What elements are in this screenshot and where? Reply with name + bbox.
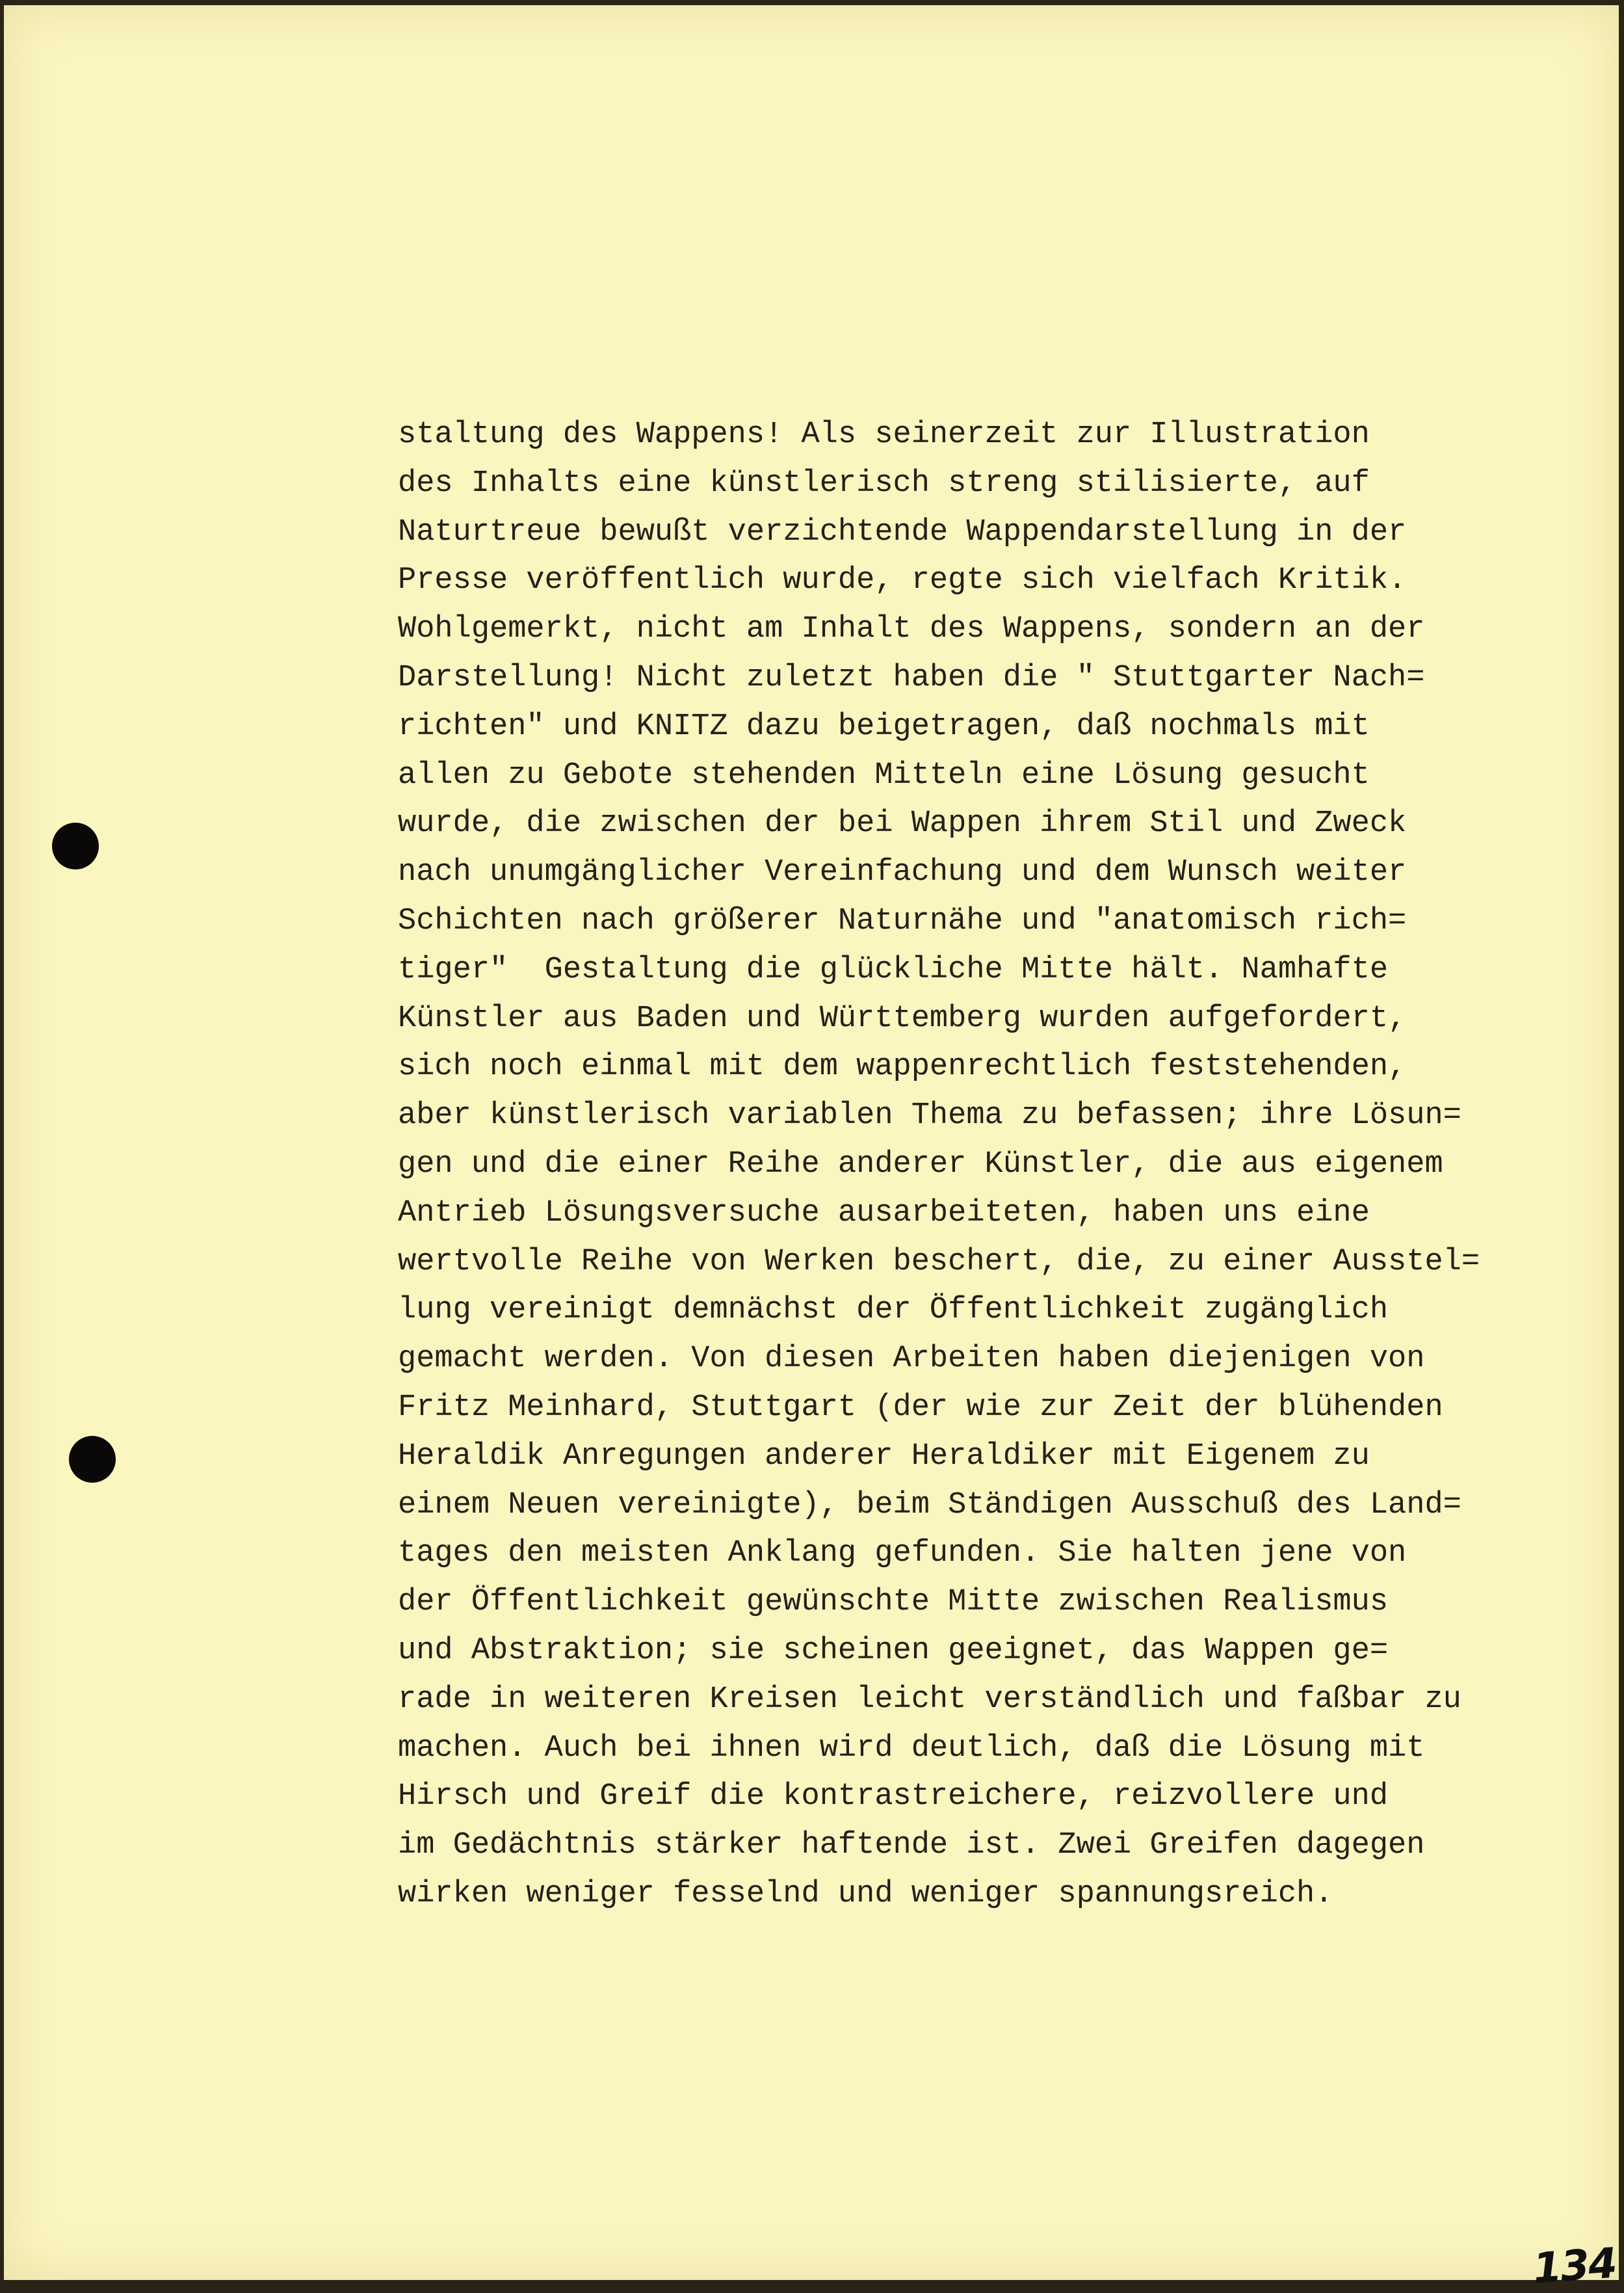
typewritten-text-block xyxy=(398,411,1607,1919)
text-line: rade in weiteren Kreisen leicht verständlich und faßbar zu xyxy=(398,1682,1461,1717)
handwritten-page-number: 134 xyxy=(1531,2239,1618,2293)
text-line: Darstellung! Nicht zuletzt haben die " Stuttgarter Nach= xyxy=(398,660,1425,695)
text-line: nach unumgänglicher Vereinfachung und dem Wunsch weiter xyxy=(398,855,1407,890)
text-line: allen zu Gebote stehenden Mitteln eine Lösung gesucht xyxy=(398,758,1370,793)
text-line: machen. Auch bei ihnen wird deutlich, daß die Lösung mit xyxy=(398,1730,1425,1766)
text-line: wertvolle Reihe von Werken beschert, die, zu einer Ausstel= xyxy=(398,1244,1480,1279)
punch-hole-top xyxy=(52,823,99,869)
text-line: sich noch einmal mit dem wappenrechtlich feststehenden, xyxy=(398,1050,1407,1085)
punch-hole-bottom xyxy=(69,1436,116,1483)
text-line: und Abstraktion; sie scheinen geeignet, das Wappen ge= xyxy=(398,1633,1389,1668)
text-line: wirken weniger fesselnd und weniger spannungsreich. xyxy=(398,1876,1333,1911)
text-line: wurde, die zwischen der bei Wappen ihrem Stil und Zweck xyxy=(398,806,1407,842)
text-line: richten" und KNITZ dazu beigetragen, daß nochmals mit xyxy=(398,709,1370,744)
text-line: Heraldik Anregungen anderer Heraldiker mit Eigenem zu xyxy=(398,1438,1370,1474)
text-line: des Inhalts eine künstlerisch streng stilisierte, auf xyxy=(398,466,1370,501)
text-line: Naturtreue bewußt verzichtende Wappendarstellung in der xyxy=(398,514,1407,550)
text-line: Künstler aus Baden und Württemberg wurden aufgefordert, xyxy=(398,1001,1407,1036)
text-line: Fritz Meinhard, Stuttgart (der wie zur Zeit der blühenden xyxy=(398,1390,1443,1425)
text-line: der Öffentlichkeit gewünschte Mitte zwischen Realismus xyxy=(398,1585,1389,1620)
text-line: aber künstlerisch variablen Thema zu befassen; ihre Lösun= xyxy=(398,1098,1461,1133)
text-line: gemacht werden. Von diesen Arbeiten haben diejenigen von xyxy=(398,1342,1425,1377)
text-line: Presse veröffentlich wurde, regte sich vielfach Kritik. xyxy=(398,563,1407,598)
text-line: tiger" Gestaltung die glückliche Mitte hält. Namhafte xyxy=(398,952,1389,987)
text-line: lung vereinigt demnächst der Öffentlichkeit zugänglich xyxy=(398,1293,1389,1328)
text-line: Wohlgemerkt, nicht am Inhalt des Wappens, sondern an der xyxy=(398,612,1425,647)
text-line: Antrieb Lösungsversuche ausarbeiteten, haben uns eine xyxy=(398,1195,1370,1230)
text-line: Hirsch und Greif die kontrastreichere, reizvollere und xyxy=(398,1779,1389,1814)
document-page xyxy=(4,5,1619,2293)
text-line: staltung des Wappens! Als seinerzeit zur Illustration xyxy=(398,418,1370,452)
text-line: Schichten nach größerer Naturnähe und "anatomisch rich= xyxy=(398,903,1407,938)
text-line: tages den meisten Anklang gefunden. Sie halten jene von xyxy=(398,1536,1407,1571)
text-line: einem Neuen vereinigte), beim Ständigen Ausschuß des Land= xyxy=(398,1487,1461,1522)
text-line: im Gedächtnis stärker haftende ist. Zwei Greifen dagegen xyxy=(398,1828,1425,1863)
text-line: gen und die einer Reihe anderer Künstler, die aus eigenem xyxy=(398,1146,1443,1182)
